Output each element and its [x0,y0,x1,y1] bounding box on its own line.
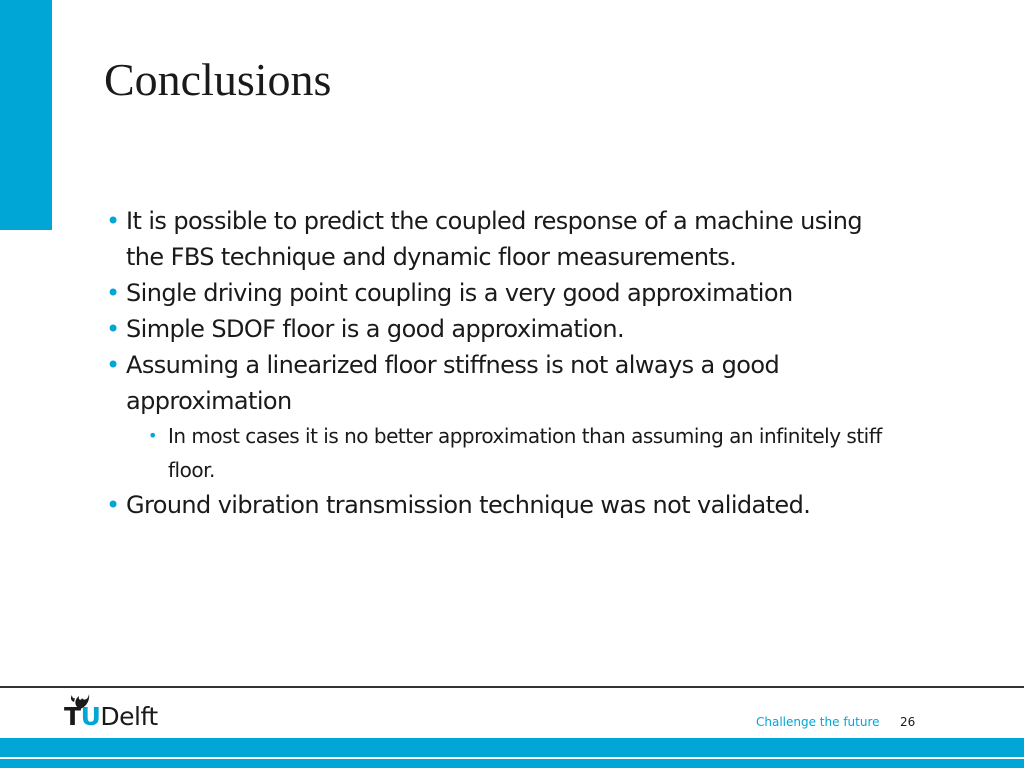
logo-wordmark [64,702,158,732]
sub-bullet-text: In most cases it is no better approximation than assuming an infinitely stiff floor. [168,424,882,482]
tu-delft-logo [64,692,174,734]
bottom-accent-band [0,738,1024,768]
bullet-item [104,311,904,347]
bullet-text: Simple SDOF floor is a good approximation. [126,315,625,343]
slide-title: Conclusions [104,54,332,105]
bullet-item [104,275,904,311]
slide-content [104,203,904,523]
bullet-item [104,487,904,523]
logo-delft: Delft [100,702,158,731]
bullet-text: It is possible to predict the coupled response of a machine using the FBS technique and dynamic floor measurements. [126,207,862,271]
sub-bullet-item [146,419,904,487]
sub-bullet-group [104,419,904,487]
bullet-text: Ground vibration transmission technique was not validated. [126,491,811,519]
bullet-icon: • [106,279,120,307]
bottom-band-stripe [0,757,1024,759]
accent-bar [0,0,52,230]
footer-divider [0,686,1024,688]
footer-tagline: Challenge the future [756,715,880,729]
logo-u: U [80,702,101,731]
logo-t: T [64,702,81,731]
bullet-icon: • [106,491,120,519]
bullet-icon: • [106,315,120,343]
bullet-icon: • [106,351,120,379]
sub-bullet-icon: • [148,426,157,445]
page-number: 26 [900,715,916,729]
bullet-item [104,203,904,275]
bullet-list [104,203,904,523]
bullet-icon: • [106,207,120,235]
bullet-text: Single driving point coupling is a very good approximation [126,279,793,307]
bullet-text: Assuming a linearized floor stiffness is not always a good approximation [126,351,780,415]
sub-bullet-list [104,419,904,487]
bullet-item [104,347,904,419]
